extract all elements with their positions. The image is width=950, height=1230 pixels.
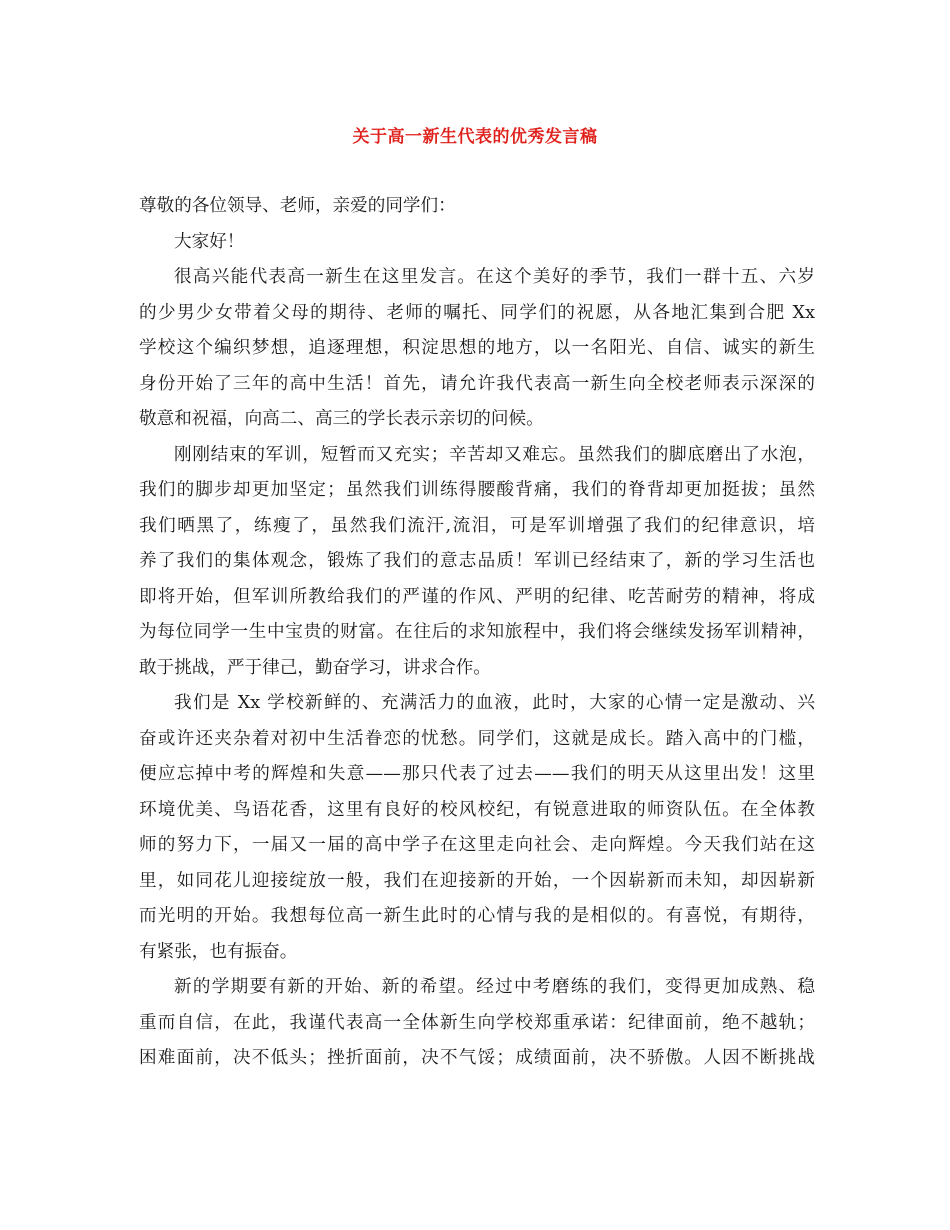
text-line: 尊敬的各位领导、老师，亲爱的同学们： [139, 196, 456, 216]
text-line: 我们的脚步却更加坚定；虽然我们训练得腰酸背痛，我们的脊背却更加挺拔；虽然 [139, 480, 815, 500]
text-line: 养了我们的集体观念，锻炼了我们的意志品质！军训已经结束了，新的学习生活也 [139, 551, 815, 571]
text-line: 里，如同花儿迎接绽放一般，我们在迎接新的开始，一个因崭新而未知，却因崭新 [139, 870, 815, 891]
text-line: 敬意和祝福，向高二、高三的学长表示亲切的问候。 [139, 409, 544, 429]
document-title: 关于高一新生代表的优秀发言稿 [352, 127, 598, 147]
text-line: 为每位同学一生中宝贵的财富。在往后的求知旅程中，我们将会继续发扬军训精神， [139, 622, 815, 642]
text-line: 大家好！ [174, 231, 245, 252]
text-line: 我们晒黑了，练瘦了，虽然我们流汗,流泪，可是军训增强了我们的纪律意识，培 [139, 515, 815, 536]
text-line: 奋或许还夹杂着对初中生活眷恋的忧愁。同学们，这就是成长。踏入高中的门槛， [139, 728, 815, 749]
text-line: 而光明的开始。我想每位高一新生此时的心情与我的是相似的。有喜悦，有期待， [139, 906, 815, 926]
text-line: 敢于挑战，严于律己，勤奋学习，讲求合作。 [139, 657, 491, 678]
text-line: 环境优美、鸟语花香，这里有良好的校风校纪，有锐意进取的师资队伍。在全体教 [139, 799, 815, 820]
text-line: 新的学期要有新的开始、新的希望。经过中考磨练的我们，变得更加成熟、稳 [174, 977, 815, 997]
document-body [139, 189, 815, 1077]
text-line: 我们是 Xx 学校新鲜的、充满活力的血液，此时，大家的心情一定是激动、兴 [174, 693, 815, 713]
text-line: 很高兴能代表高一新生在这里发言。在这个美好的季节，我们一群十五、六岁 [174, 267, 815, 287]
text-line: 身份开始了三年的高中生活！首先，请允许我代表高一新生向全校老师表示深深的 [139, 373, 815, 394]
text-line: 便应忘掉中考的辉煌和失意——那只代表了过去——我们的明天从这里出发！这里 [139, 764, 815, 784]
text-line: 困难面前，决不低头；挫折面前，决不气馁；成绩面前，决不骄傲。人因不断挑战 [139, 1048, 815, 1068]
text-line: 师的努力下，一届又一届的高中学子在这里走向社会、走向辉煌。今天我们站在这 [139, 835, 815, 855]
text-line: 学校这个编织梦想，追逐理想，积淀思想的地方，以一名阳光、自信、诚实的新生 [139, 338, 815, 358]
text-line: 刚刚结束的军训，短暂而又充实；辛苦却又难忘。虽然我们的脚底磨出了水泡， [174, 444, 815, 465]
text-line: 即将开始，但军训所教给我们的严谨的作风、严明的纪律、吃苦耐劳的精神，将成 [139, 586, 815, 607]
text-line: 重而自信，在此，我谨代表高一全体新生向学校郑重承诺：纪律面前，绝不越轨； [139, 1012, 815, 1033]
text-line: 有紧张，也有振奋。 [139, 941, 298, 962]
text-line: 的少男少女带着父母的期待、老师的嘱托、同学们的祝愿，从各地汇集到合肥 Xx [139, 302, 815, 323]
